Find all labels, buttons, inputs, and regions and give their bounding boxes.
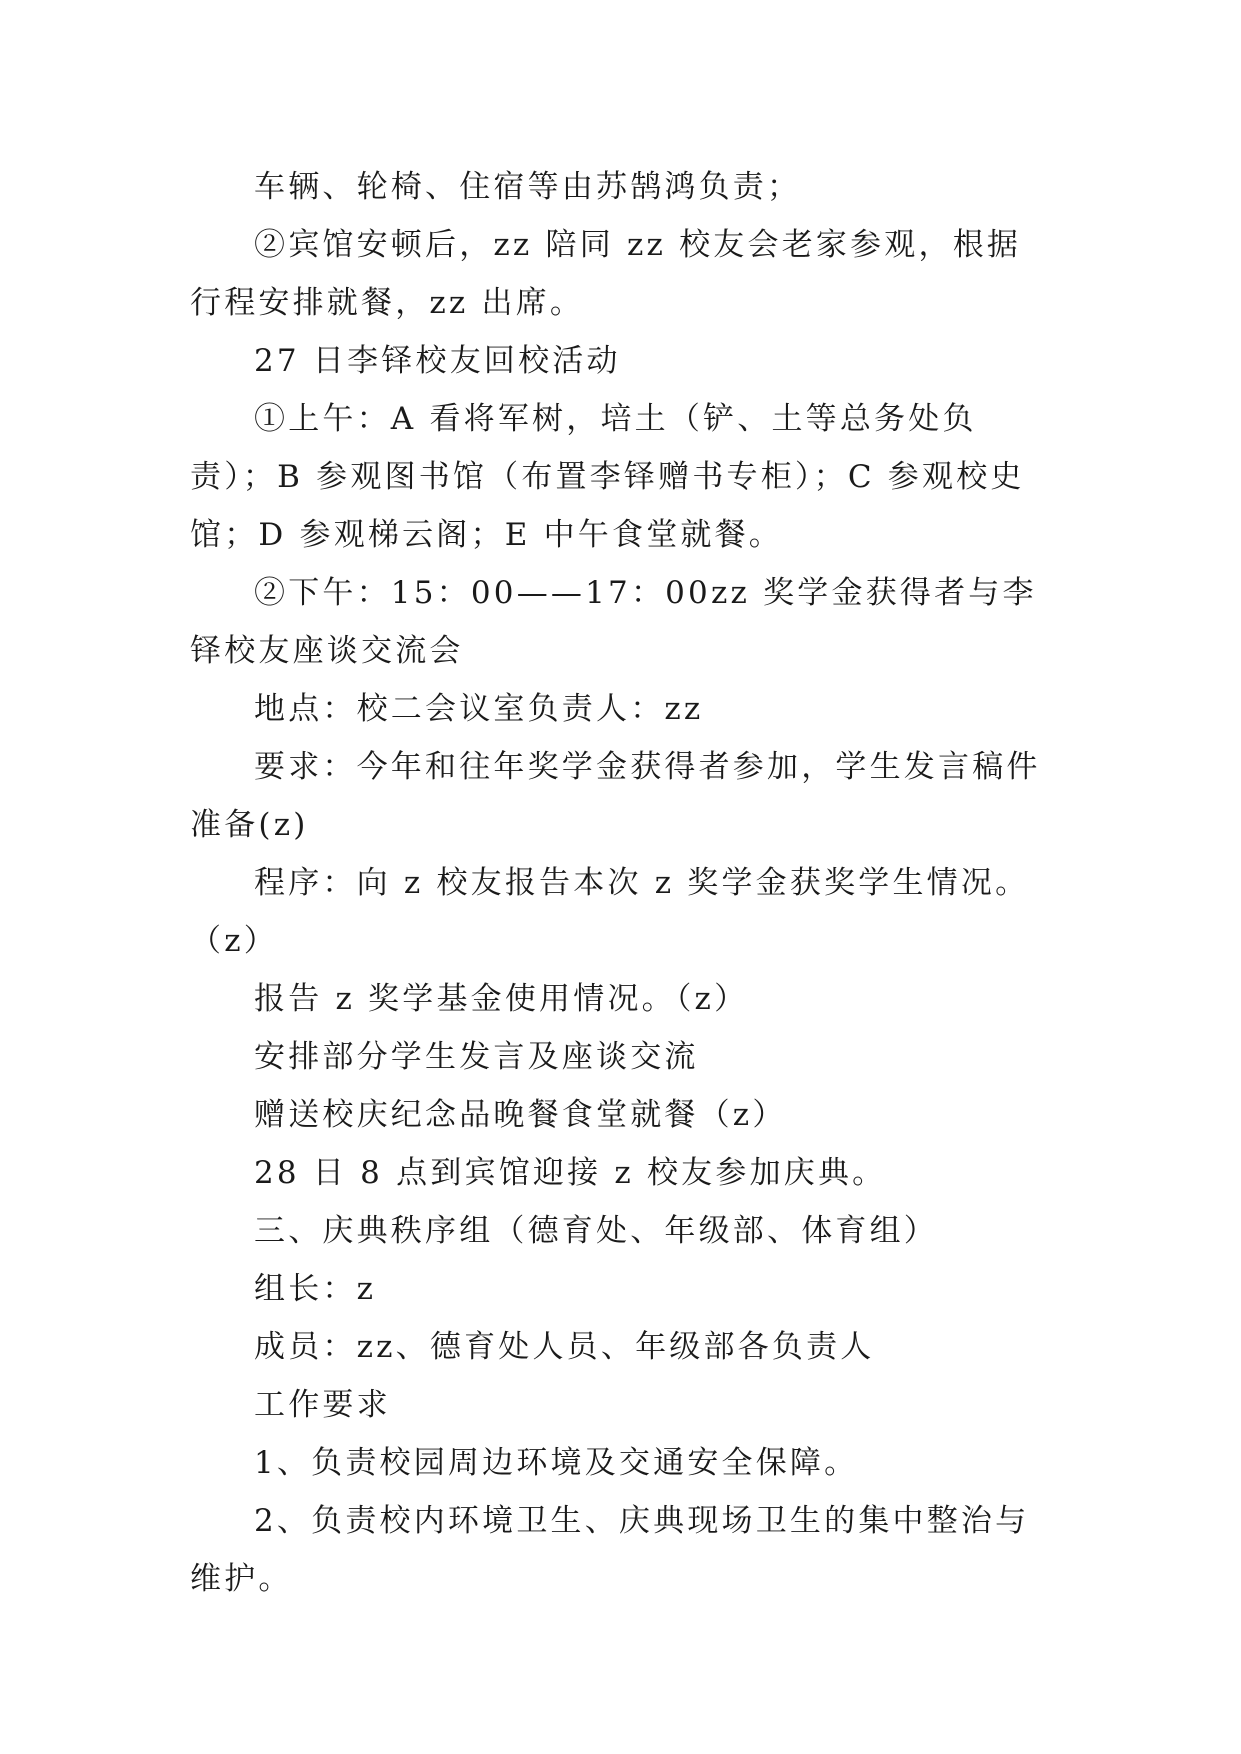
paragraph: ①上午：A 看将军树，培土（铲、土等总务处负责）；B 参观图书馆（布置李铎赠书专柜）；C 参观校史馆；D 参观梯云阁；E 中午食堂就餐。 bbox=[190, 401, 1025, 553]
document-body bbox=[190, 158, 1052, 1608]
paragraph: 安排部分学生发言及座谈交流 bbox=[254, 1039, 699, 1075]
paragraph: 赠送校庆纪念品晚餐食堂就餐（z） bbox=[254, 1097, 787, 1133]
paragraph: ②宾馆安顿后，zz 陪同 zz 校友会老家参观，根据行程安排就餐，zz 出席。 bbox=[190, 227, 1022, 321]
paragraph: 1、负责校园周边环境及交通安全保障。 bbox=[254, 1445, 859, 1481]
paragraph: 报告 z 奖学基金使用情况。（z） bbox=[254, 981, 749, 1017]
paragraph: 27 日李铎校友回校活动 bbox=[254, 343, 621, 379]
paragraph: 成员：zz、德育处人员、年级部各负责人 bbox=[254, 1329, 875, 1365]
paragraph: 组长：z bbox=[254, 1271, 377, 1307]
paragraph: 2、负责校内环境卫生、庆典现场卫生的集中整治与维护。 bbox=[190, 1503, 1030, 1597]
paragraph: 工作要求 bbox=[254, 1387, 391, 1423]
paragraph: 地点：校二会议室负责人：zz bbox=[254, 691, 704, 727]
paragraph: 车辆、轮椅、住宿等由苏鹄鸿负责； bbox=[254, 169, 802, 205]
paragraph: 程序：向 z 校友报告本次 z 奖学金获奖学生情况。（z） bbox=[190, 865, 1030, 959]
paragraph: 28 日 8 点到宾馆迎接 z 校友参加庆典。 bbox=[254, 1155, 887, 1191]
paragraph: 要求：今年和往年奖学金获得者参加，学生发言稿件准备(z) bbox=[190, 749, 1041, 843]
section-heading: 三、庆典秩序组（德育处、年级部、体育组） bbox=[254, 1213, 938, 1249]
paragraph: ②下午：15：00——17：00zz 奖学金获得者与李铎校友座谈交流会 bbox=[190, 575, 1037, 669]
